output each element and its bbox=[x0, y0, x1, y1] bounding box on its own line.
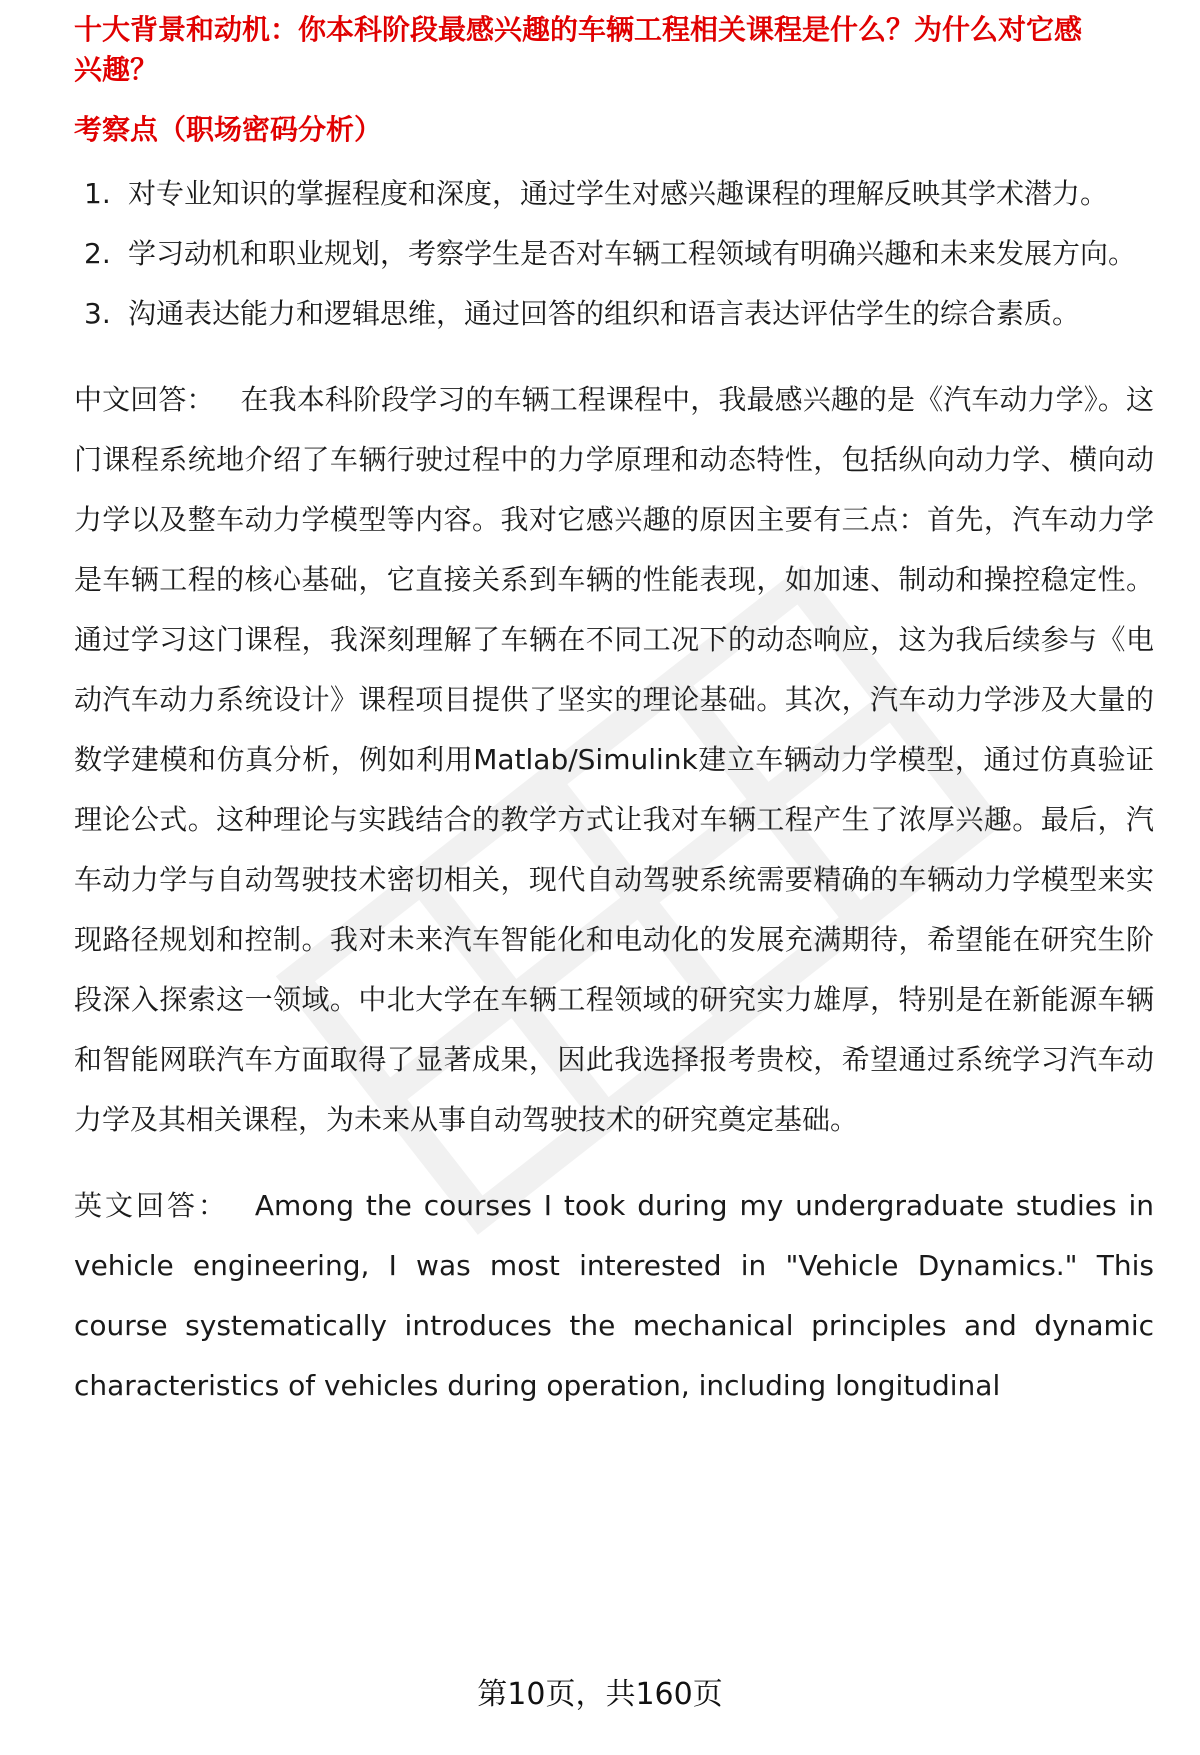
list-number: 2. bbox=[84, 237, 111, 270]
page-content bbox=[74, 13, 1154, 1416]
chinese-answer-label: 中文回答： bbox=[74, 383, 215, 416]
list-number: 3. bbox=[84, 297, 111, 330]
analysis-item bbox=[74, 224, 1154, 284]
analysis-item bbox=[74, 164, 1154, 224]
english-answer-label: 英文回答： bbox=[74, 1189, 229, 1222]
analysis-item-text: 对专业知识的掌握程度和深度，通过学生对感兴趣课程的理解反映其学术潜力。 bbox=[128, 177, 1109, 210]
chinese-answer bbox=[74, 370, 1154, 1150]
analysis-list bbox=[74, 164, 1154, 344]
question-title-line2: 兴趣？ bbox=[74, 53, 159, 86]
analysis-item bbox=[74, 284, 1154, 344]
analysis-item-text: 学习动机和职业规划，考察学生是否对车辆工程领域有明确兴趣和未来发展方向。 bbox=[128, 237, 1137, 270]
list-number: 1. bbox=[84, 177, 111, 210]
question-title bbox=[74, 13, 1154, 90]
analysis-item-text: 沟通表达能力和逻辑思维，通过回答的组织和语言表达评估学生的综合素质。 bbox=[128, 297, 1081, 330]
english-answer-text: Among the courses I took during my undergraduate studies in vehicle engineering, I was most interested in "Vehicle Dynamics." This course systematically introduces the mechanical principles and dynamic characteristics of vehicles during operation, including longitudinal bbox=[74, 1189, 1154, 1402]
english-answer bbox=[74, 1176, 1154, 1416]
question-title-line1: 十大背景和动机：你本科阶段最感兴趣的车辆工程相关课程是什么？为什么对它感 bbox=[74, 13, 1083, 46]
page-number-footer: 第10页，共160页 bbox=[477, 1677, 723, 1712]
chinese-answer-text: 在我本科阶段学习的车辆工程课程中，我最感兴趣的是《汽车动力学》。这门课程系统地介绍了车辆行驶过程中的力学原理和动态特性，包括纵向动力学、横向动力学以及整车动力学模型等内容。我对它感兴趣的原因主要有三点：首先，汽车动力学是车辆工程的核心基础，它直接关系到车辆的性能表现，如加速、制动和操控稳定性。通过学习这门课程，我深刻理解了车辆在不同工况下的动态响应，这为我后续参与《电动汽车动力系统设计》课程项目提供了坚实的理论基础。其次，汽车动力学涉及大量的数学建模和仿真分析，例如利用Matlab/Simulink建立车辆动力学模型，通过仿真验证理论公式。这种理论与实践结合的教学方式让我对车辆工程产生了浓厚兴趣。最后，汽车动力学与自动驾驶技术密切相关，现代自动驾驶系统需要精确的车辆动力学模型来实现路径规划和控制。我对未来汽车智能化和电动化的发展充满期待，希望能在研究生阶段深入探索这一领域。中北大学在车辆工程领域的研究实力雄厚，特别是在新能源车辆和智能网联汽车方面取得了显著成果，因此我选择报考贵校，希望通过系统学习汽车动力学及其相关课程，为未来从事自动驾驶技术的研究奠定基础。 bbox=[74, 383, 1154, 1136]
analysis-heading: 考察点（职场密码分析） bbox=[74, 113, 383, 146]
